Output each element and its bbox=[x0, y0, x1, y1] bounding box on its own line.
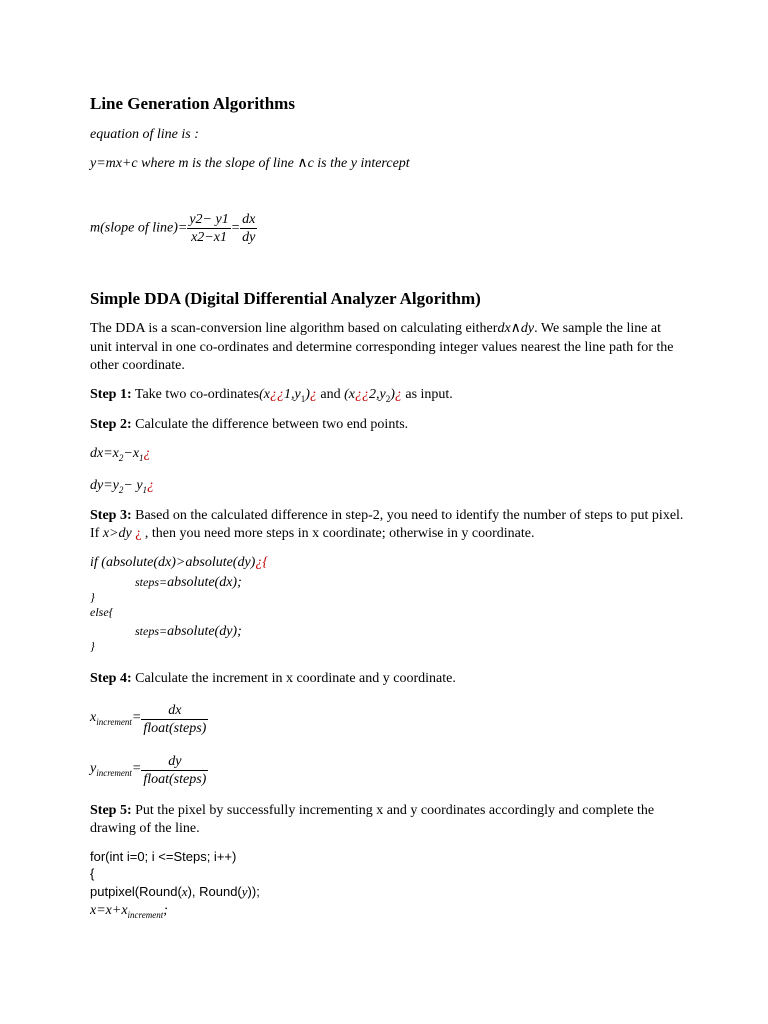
slope-fraction-1 bbox=[187, 211, 230, 246]
x-increment-numerator: dx bbox=[141, 702, 208, 720]
x-increment-sub: increment bbox=[96, 716, 132, 727]
code-if-line bbox=[90, 554, 268, 572]
y-increment-var: y bbox=[90, 760, 97, 776]
code-steps-dy bbox=[135, 622, 242, 641]
dy-glyph: ¿ bbox=[147, 478, 155, 493]
code-putpixel-x: x bbox=[181, 884, 188, 899]
slope-formula bbox=[90, 211, 257, 246]
code-close-brace-2: } bbox=[90, 639, 95, 653]
step-3-line-1 bbox=[90, 507, 683, 525]
code-steps-value-1: absolute(dx); bbox=[167, 575, 242, 590]
y-increment-denominator: float(steps) bbox=[143, 772, 207, 787]
code-putpixel-y: y bbox=[241, 884, 248, 899]
step-1-label: Step 1: bbox=[90, 387, 132, 402]
y-increment-fraction bbox=[141, 753, 208, 788]
point-1-subscript: 1 bbox=[300, 393, 306, 404]
code-x-increment-semicolon: ; bbox=[163, 903, 168, 918]
code-steps-var-1: steps= bbox=[135, 575, 168, 589]
step-2 bbox=[90, 416, 408, 434]
step-1-text: Take two co-ordinates bbox=[131, 387, 260, 402]
dy-sub-2: 1 bbox=[142, 484, 148, 495]
y-increment-equals: = bbox=[131, 760, 142, 776]
dy-equation-lhs: dy=y bbox=[90, 478, 119, 493]
point-1-glyph: ¿¿ bbox=[269, 387, 284, 402]
point-1-close: ) bbox=[305, 387, 310, 402]
code-x-increment-sub: increment bbox=[127, 909, 164, 920]
step-5-label: Step 5: bbox=[90, 803, 132, 818]
step-3-if-word: If bbox=[90, 526, 103, 541]
code-if-condition: if (absolute(dx)>absolute(dy) bbox=[90, 555, 256, 570]
equation-intro: equation of line is : bbox=[90, 127, 199, 142]
dda-intro-math: dx∧dy bbox=[497, 321, 535, 336]
step-1-text-end: as input. bbox=[401, 387, 453, 402]
code-putpixel bbox=[90, 884, 260, 900]
step-2-label: Step 2: bbox=[90, 417, 132, 432]
x-increment-formula bbox=[90, 702, 208, 737]
dda-intro-line-3: other coordinate. bbox=[90, 358, 185, 373]
dx-equation-lhs: dx=x bbox=[90, 446, 119, 461]
point-2-open: (x bbox=[344, 387, 355, 402]
code-putpixel-a: putpixel(Round( bbox=[90, 884, 182, 899]
slope-fraction-1-numerator: y2− y1 bbox=[189, 212, 229, 227]
step-1 bbox=[90, 386, 453, 408]
dda-intro-text-1: The DDA is a scan-conversion line algorithm based on calculating either bbox=[90, 321, 498, 336]
dda-intro-line-1 bbox=[90, 320, 661, 338]
slope-equals: = bbox=[230, 220, 241, 236]
y-increment-sub: increment bbox=[96, 767, 132, 778]
dx-equation bbox=[90, 445, 151, 467]
dx-sub-1: 2 bbox=[118, 452, 124, 463]
slope-fraction-2-numerator: dx bbox=[242, 212, 256, 227]
code-steps-var-2: steps= bbox=[135, 624, 168, 638]
step-3-condition: x>dy bbox=[102, 526, 132, 541]
slope-lhs: m(slope of line)= bbox=[90, 220, 188, 236]
point-2-close: ) bbox=[390, 387, 395, 402]
x-increment-var: x bbox=[90, 709, 97, 725]
step-3-glyph: ¿ bbox=[131, 526, 142, 541]
line-equation: y=mx+c where m is the slope of line ∧c is the y intercept bbox=[90, 156, 410, 171]
y-increment-formula bbox=[90, 753, 208, 788]
dda-intro-text-2: . We sample the line at bbox=[534, 321, 662, 336]
step-4 bbox=[90, 670, 456, 688]
x-increment-equals: = bbox=[131, 709, 142, 725]
page-title: Line Generation Algorithms bbox=[90, 94, 295, 113]
dda-intro-line-2: unit interval in one co-ordinates and determine corresponding integer values nearest the line path for the bbox=[90, 340, 674, 355]
dy-sub-1: 2 bbox=[118, 484, 124, 495]
y-increment-numerator: dy bbox=[141, 753, 208, 771]
step-3-line-2 bbox=[90, 525, 534, 543]
y-increment-lhs bbox=[90, 761, 141, 776]
code-putpixel-c: )); bbox=[247, 884, 260, 899]
step-2-text: Calculate the difference between two end points. bbox=[131, 417, 409, 432]
code-close-brace-1: } bbox=[90, 590, 95, 604]
dx-glyph: ¿ bbox=[143, 446, 151, 461]
code-open-brace: { bbox=[90, 866, 95, 881]
step-5-line-1 bbox=[90, 802, 654, 820]
step-3-label: Step 3: bbox=[90, 508, 132, 523]
x-increment-fraction bbox=[141, 702, 208, 737]
slope-fraction-2-denominator: dy bbox=[242, 230, 256, 245]
code-steps-dx bbox=[135, 573, 242, 592]
step-4-text: Calculate the increment in x coordinate and y coordinate. bbox=[131, 671, 456, 686]
code-for-loop: for(int i=0; i <=Steps; i++) bbox=[90, 849, 237, 864]
step-3-text-1: Based on the calculated difference in step-2, you need to identify the number of steps to put pixel. bbox=[131, 508, 684, 523]
x-increment-lhs bbox=[90, 710, 141, 725]
point-1-open: (x bbox=[259, 387, 270, 402]
dda-heading: Simple DDA (Digital Differential Analyzer Algorithm) bbox=[90, 289, 481, 308]
code-x-increment-expr: x=x+x bbox=[90, 903, 128, 918]
point-2-glyph: ¿¿ bbox=[354, 387, 369, 402]
step-1-and: and bbox=[316, 387, 345, 402]
dx-equation-minus: −x bbox=[123, 446, 140, 461]
code-if-brace: ¿{ bbox=[255, 555, 268, 570]
point-1-glyph-end: ¿ bbox=[309, 387, 317, 402]
point-2-glyph-end: ¿ bbox=[394, 387, 402, 402]
point-2-subscript: 2 bbox=[385, 393, 391, 404]
code-putpixel-b: ), Round( bbox=[187, 884, 242, 899]
code-else: else{ bbox=[90, 605, 114, 619]
dy-equation-minus: − y bbox=[123, 478, 143, 493]
code-steps-value-2: absolute(dy); bbox=[167, 624, 242, 639]
x-increment-denominator: float(steps) bbox=[143, 721, 207, 736]
code-x-increment bbox=[90, 902, 168, 924]
dx-sub-2: 1 bbox=[139, 452, 144, 463]
step-4-label: Step 4: bbox=[90, 671, 132, 686]
dy-equation bbox=[90, 477, 154, 499]
slope-fraction-1-denominator: x2−x1 bbox=[191, 230, 227, 245]
point-2-coords: 2,y bbox=[368, 387, 386, 402]
step-3-text-2: , then you need more steps in x coordinate; otherwise in y coordinate. bbox=[141, 526, 535, 541]
step-5-line-2: drawing of the line. bbox=[90, 821, 200, 836]
step-5-text-1: Put the pixel by successfully incrementing x and y coordinates accordingly and complete the bbox=[131, 803, 655, 818]
slope-fraction-2 bbox=[240, 211, 257, 246]
point-1-coords: 1,y bbox=[283, 387, 301, 402]
